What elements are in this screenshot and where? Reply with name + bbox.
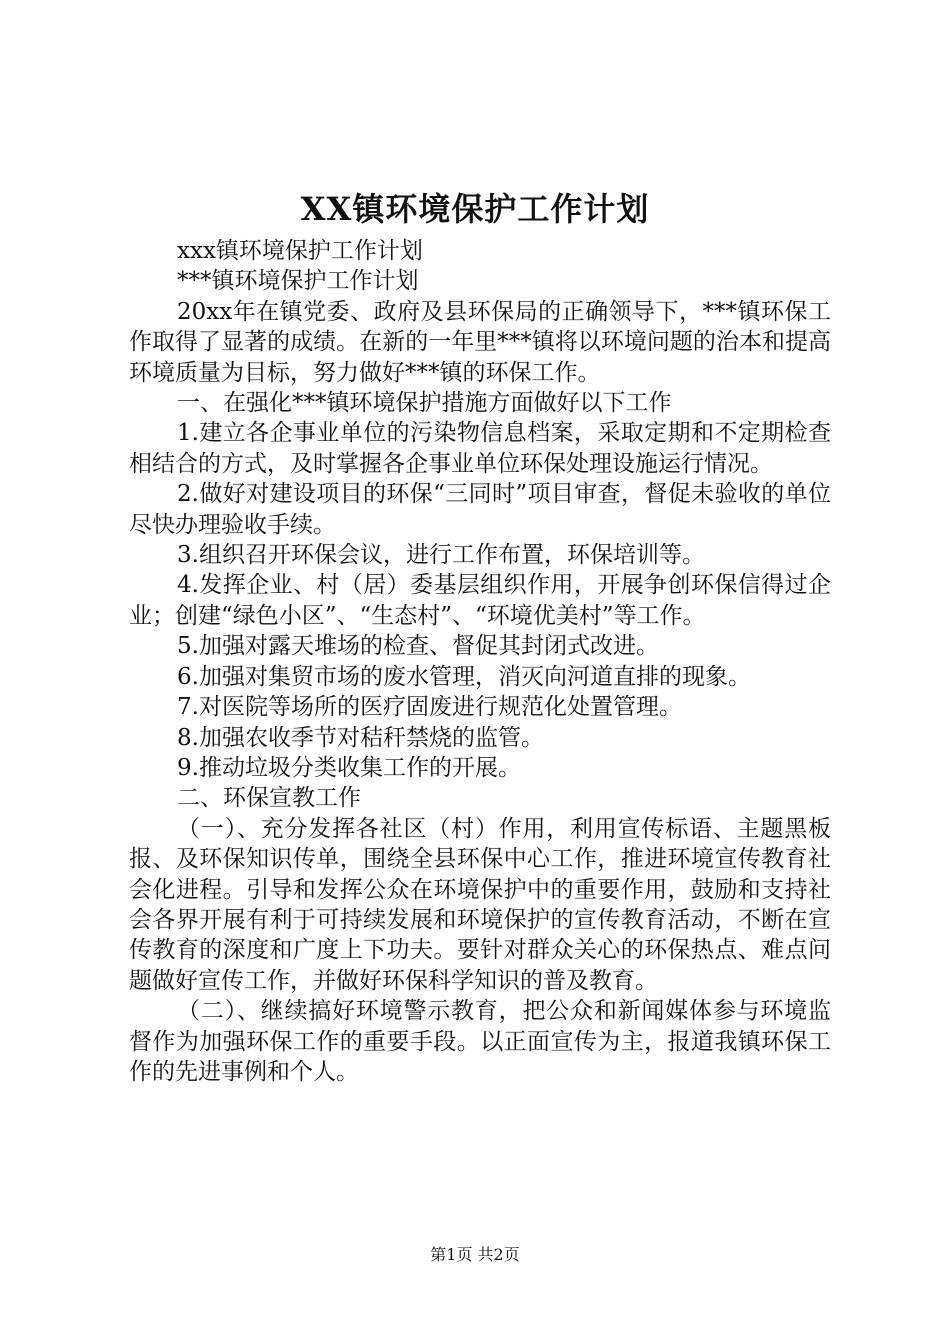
section-heading: 一、在强化***镇环境保护措施方面做好以下工作 xyxy=(177,390,672,417)
list-item: 7.对医院等场所的医疗固废进行规范化处置管理。 xyxy=(177,694,682,721)
list-item: 2.做好对建设项目的环保“三同时”项目审查，督促未验收的单位尽快办理验收手续。 xyxy=(129,481,831,538)
paragraph: （一）、充分发挥各社区（村）作用，利用宣传标语、主题黑板报、及环保知识传单，围绕全县环保中心工作，推进环境宣传教育社会化进程。引导和发挥公众在环境保护中的重要作用，鼓励和支持社会各界开展有利于可持续发展和环境保护的宣传教育活动，不断在宣传教育的深度和广度上下功夫。要针对群众关心的环保热点、难点问题做好宣传工作，并做好环保科学知识的普及教育。 xyxy=(129,815,831,994)
list-item: 8.加强农收季节对秸秆禁烧的监管。 xyxy=(177,724,544,751)
paragraph: xxx镇环境保护工作计划 xyxy=(177,238,423,264)
paragraph: 20xx年在镇党委、政府及县环保局的正确领导下，***镇环保工作取得了显著的成绩。在新的一年里***镇将以环境问题的治本和提高环境质量为目标，努力做好***镇的环保工作。 xyxy=(129,298,831,386)
page-number: 第1页 共2页 xyxy=(430,1245,520,1264)
list-item: 6.加强对集贸市场的废水管理，消灭向河道直排的现象。 xyxy=(177,663,751,690)
section-heading: 二、环保宣教工作 xyxy=(177,785,361,812)
list-item: 3.组织召开环保会议，进行工作布置，环保培训等。 xyxy=(177,542,705,569)
list-item: 4.发挥企业、村（居）委基层组织作用，开展争创环保信得过企业；创建“绿色小区”、“生态村”、“环境优美村”等工作。 xyxy=(129,572,831,629)
document-title: XX镇环境保护工作计划 xyxy=(300,190,650,228)
paragraph: ***镇环境保护工作计划 xyxy=(177,268,419,295)
list-item: 9.推动垃圾分类收集工作的开展。 xyxy=(177,754,521,781)
list-item: 1.建立各企事业单位的污染物信息档案，采取定期和不定期检查相结合的方式，及时掌握各企事业单位环保处理设施运行情况。 xyxy=(129,420,831,477)
document-body xyxy=(129,236,831,1087)
list-item: 5.加强对露天堆场的检查、督促其封闭式改进。 xyxy=(177,633,659,660)
paragraph: （二）、继续搞好环境警示教育，把公众和新闻媒体参与环境监督作为加强环保工作的重要手段。以正面宣传为主，报道我镇环保工作的先进事例和个人。 xyxy=(129,998,831,1085)
